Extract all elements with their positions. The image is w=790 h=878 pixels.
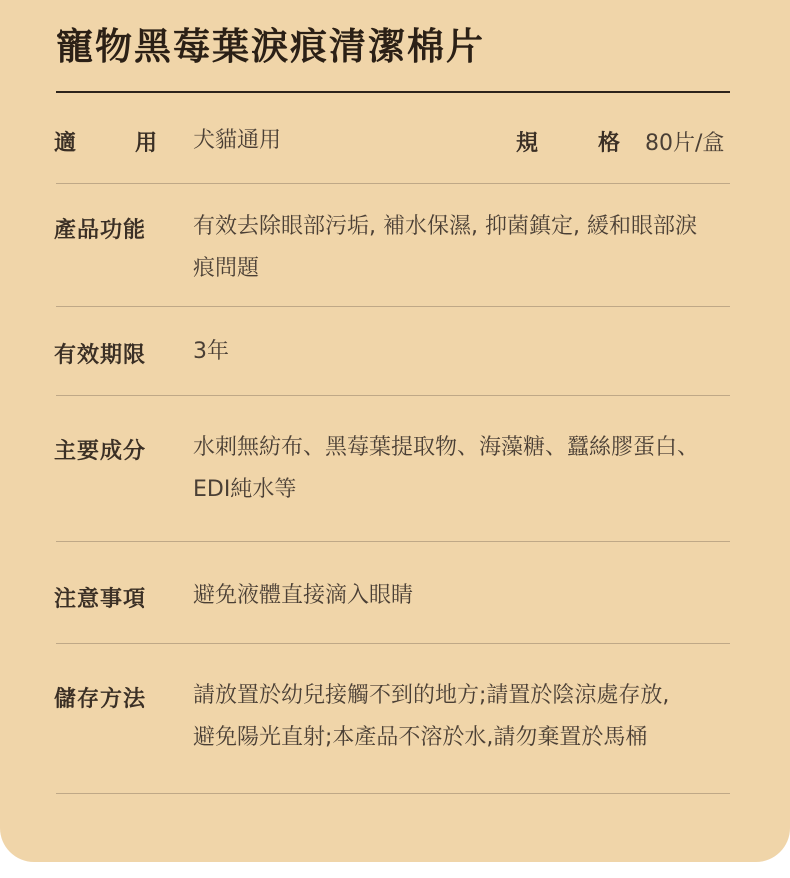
- caution-value: 避免液體直接滴入眼睛: [193, 583, 414, 608]
- spec-label-char-2: 格: [597, 131, 620, 156]
- caution-label: 注意事項: [54, 587, 147, 612]
- row-divider: [56, 793, 730, 794]
- spec-label-char-1: 規: [516, 131, 539, 156]
- shelf-life-label: 有效期限: [54, 343, 147, 368]
- row-divider: [56, 306, 730, 307]
- usage-value: 犬貓通用: [193, 128, 282, 153]
- ingredients-value-line-2: EDI純水等: [193, 477, 297, 502]
- function-value-line-1: 有效去除眼部污垢, 補水保濕, 抑菌鎮定, 緩和眼部淚: [193, 214, 697, 239]
- title-divider: [56, 91, 730, 93]
- spec-value: 80片/盒: [645, 131, 725, 156]
- storage-label: 儲存方法: [54, 687, 147, 712]
- shelf-life-value: 3年: [193, 339, 229, 364]
- function-label: 產品功能: [54, 218, 147, 243]
- usage-label-char-1: 適: [54, 131, 78, 156]
- row-divider: [56, 395, 730, 396]
- page-title: 寵物黑莓葉淚痕清潔棉片: [56, 25, 485, 68]
- usage-label: [54, 126, 158, 157]
- storage-value-line-1: 請放置於幼兒接觸不到的地方;請置於陰涼處存放,: [193, 683, 670, 708]
- storage-value-line-2: 避免陽光直射;本產品不溶於水,請勿棄置於馬桶: [193, 725, 648, 750]
- ingredients-label: 主要成分: [54, 439, 147, 464]
- ingredients-value-line-1: 水刺無紡布、黑莓葉提取物、海藻糖、蠶絲膠蛋白、: [193, 435, 700, 460]
- function-value-line-2: 痕問題: [193, 256, 260, 281]
- row-divider: [56, 183, 730, 184]
- spec-label: [516, 126, 620, 157]
- usage-label-char-2: 用: [134, 131, 158, 156]
- row-divider: [56, 643, 730, 644]
- row-divider: [56, 541, 730, 542]
